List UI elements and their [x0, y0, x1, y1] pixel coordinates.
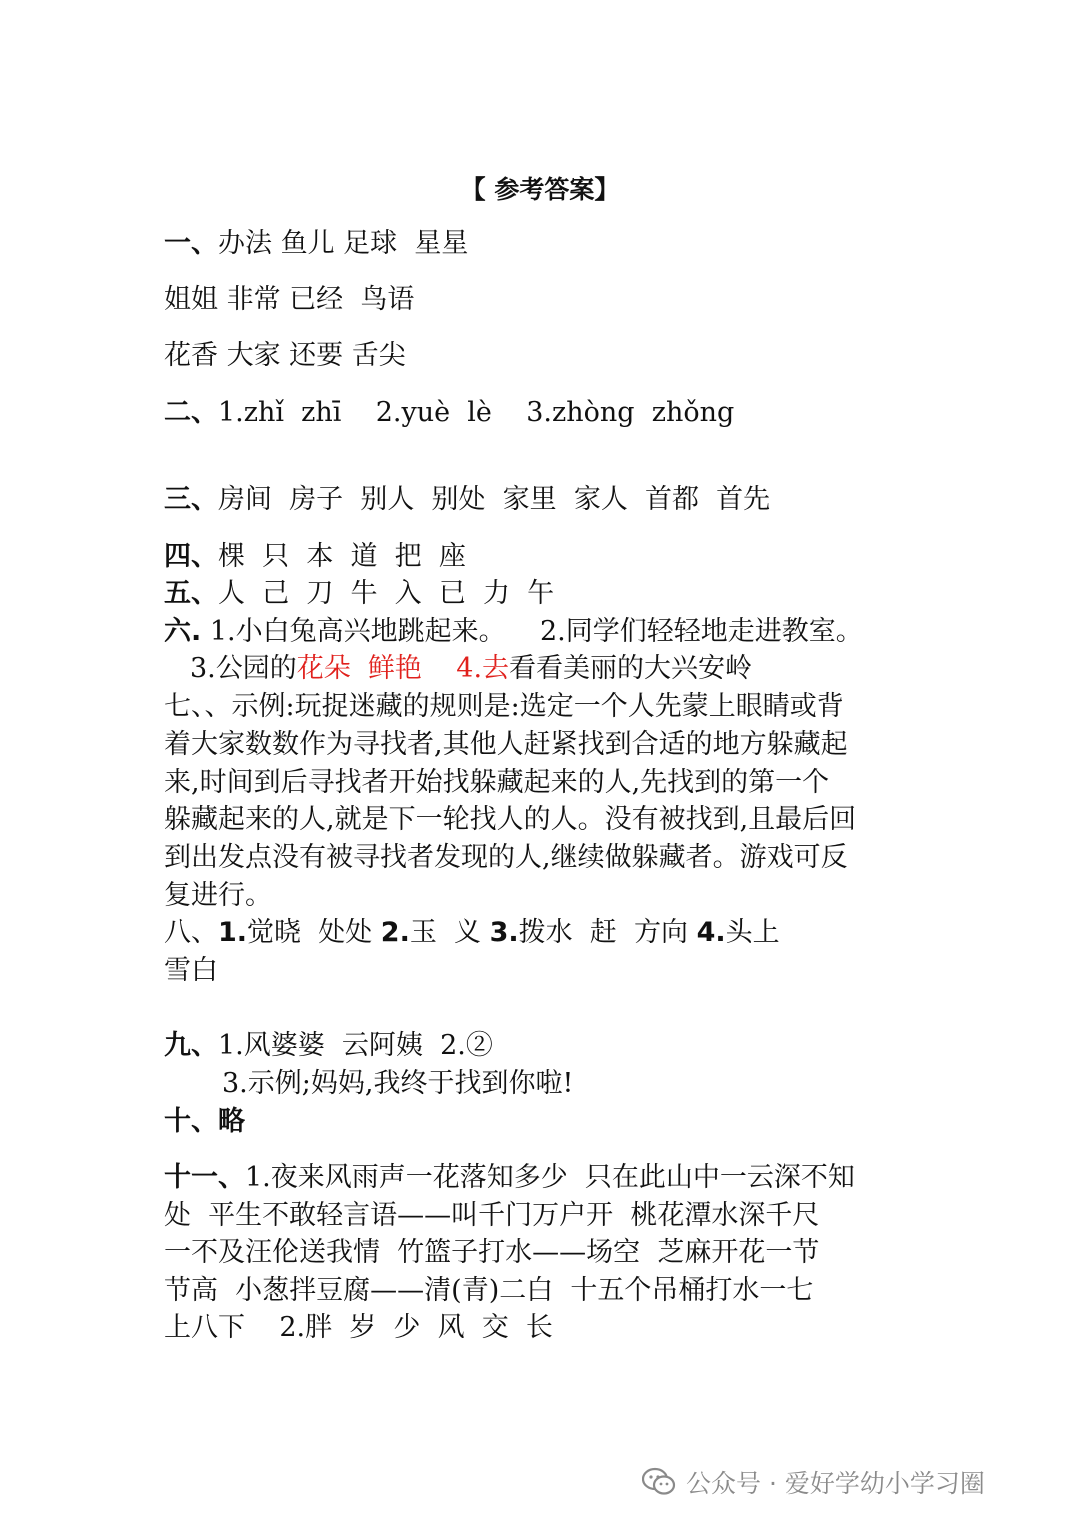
section-11-line-1	[164, 1159, 855, 1197]
section-3-line	[164, 481, 770, 519]
section-6-label: 六.	[164, 616, 202, 647]
section-6-text-2b: 看看美丽的大兴安岭	[509, 653, 753, 684]
section-8-line-1	[164, 914, 780, 952]
wechat-icon	[642, 1467, 676, 1497]
section-9-text-1: 1.风婆婆 云阿姨 2.②	[218, 1030, 493, 1061]
section-3-text: 房间 房子 别人 别处 家里 家人 首都 首先	[218, 484, 771, 515]
section-11-text-1: 1.夜来风雨声一花落知多少 只在此山中一云深不知	[245, 1162, 855, 1193]
section-7-line-3: 来,时间到后寻找者开始找躲藏起来的人,先找到的第一个	[164, 767, 830, 798]
section-4-label: 四、	[164, 541, 218, 572]
section-8-num-4: 4.	[696, 917, 726, 948]
section-1-text-1: 办法 鱼儿 足球 星星	[218, 228, 469, 259]
section-5-label: 五、	[164, 578, 218, 609]
section-5-text: 人 己 刀 牛 入 已 力 午	[218, 578, 555, 609]
section-1-label: 一、	[164, 228, 218, 259]
section-8-num-3: 3.	[489, 917, 519, 948]
section-7-line-1: 七、、示例:玩捉迷藏的规则是:选定一个人先蒙上眼睛或背	[164, 691, 844, 722]
section-8-text-4: 头上	[725, 917, 780, 948]
section-8-line-2: 雪白	[164, 955, 218, 986]
footer-watermark	[642, 1462, 985, 1502]
section-7-line-6: 复进行。	[164, 880, 272, 911]
section-2-text: 1.zhǐ zhī 2.yuè lè 3.zhòng zhǒng	[218, 397, 735, 428]
section-8-text-3: 拨水 赶 方向	[518, 917, 697, 948]
section-11-line-2: 处 平生不敢轻言语——叫千门万户开 桃花潭水深千尺	[164, 1200, 820, 1231]
section-3-label: 三、	[164, 484, 218, 515]
section-9-line-2: 3.示例;妈妈,我终于找到你啦!	[222, 1068, 574, 1099]
section-1-line-1	[164, 225, 468, 263]
section-8-num-2: 2.	[380, 917, 410, 948]
section-6-text-1: 1.小白兔高兴地跳起来。 2.同学们轻轻地走进教室。	[201, 616, 863, 647]
section-11-label: 十一、	[164, 1162, 245, 1193]
section-9-line-1	[164, 1027, 493, 1065]
page-title: 【 参考答案】	[460, 175, 620, 204]
section-9-label: 九、	[164, 1030, 218, 1061]
section-7-line-5: 到出发点没有被寻找者发现的人,继续做躲藏者。游戏可反	[164, 842, 848, 873]
section-8-text-2: 玉 义	[409, 917, 490, 948]
section-8-text-1: 觉晓 处处	[247, 917, 381, 948]
section-8-num-1: 1.	[218, 917, 248, 948]
footer-text: 公众号 · 爱好学幼小学习圈	[686, 1469, 985, 1498]
section-4-text: 棵 只 本 道 把 座	[218, 541, 466, 572]
section-11-line-4: 节高 小葱拌豆腐——清(青)二白 十五个吊桶打水一七	[164, 1275, 814, 1306]
section-1-line-3: 花香 大家 还要 舌尖	[164, 340, 406, 371]
section-6-text-2a: 3.公园的	[190, 653, 297, 684]
section-6-line-1	[164, 613, 863, 651]
section-2-label: 二、	[164, 397, 218, 428]
section-7-line-2: 着大家数数作为寻找者,其他人赶紧找到合适的地方躲藏起	[164, 729, 848, 760]
section-10-line: 十、略	[164, 1106, 245, 1137]
section-6-line-2	[190, 650, 752, 688]
section-1-line-2: 姐姐 非常 已经 鸟语	[164, 284, 415, 315]
section-2-line	[164, 394, 734, 432]
section-7-line-4: 躲藏起来的人,就是下一轮找人的人。没有被找到,且最后回	[164, 804, 857, 835]
section-5-line	[164, 575, 554, 613]
section-6-highlight: 花朵 鲜艳 4.去	[296, 653, 510, 684]
section-4-line	[164, 538, 466, 576]
section-8-label: 八、	[164, 917, 218, 948]
section-11-line-3: 一不及汪伦送我情 竹篮子打水——场空 芝麻开花一节	[164, 1237, 820, 1268]
section-11-line-5: 上八下 2.胖 岁 少 风 交 长	[164, 1312, 553, 1343]
